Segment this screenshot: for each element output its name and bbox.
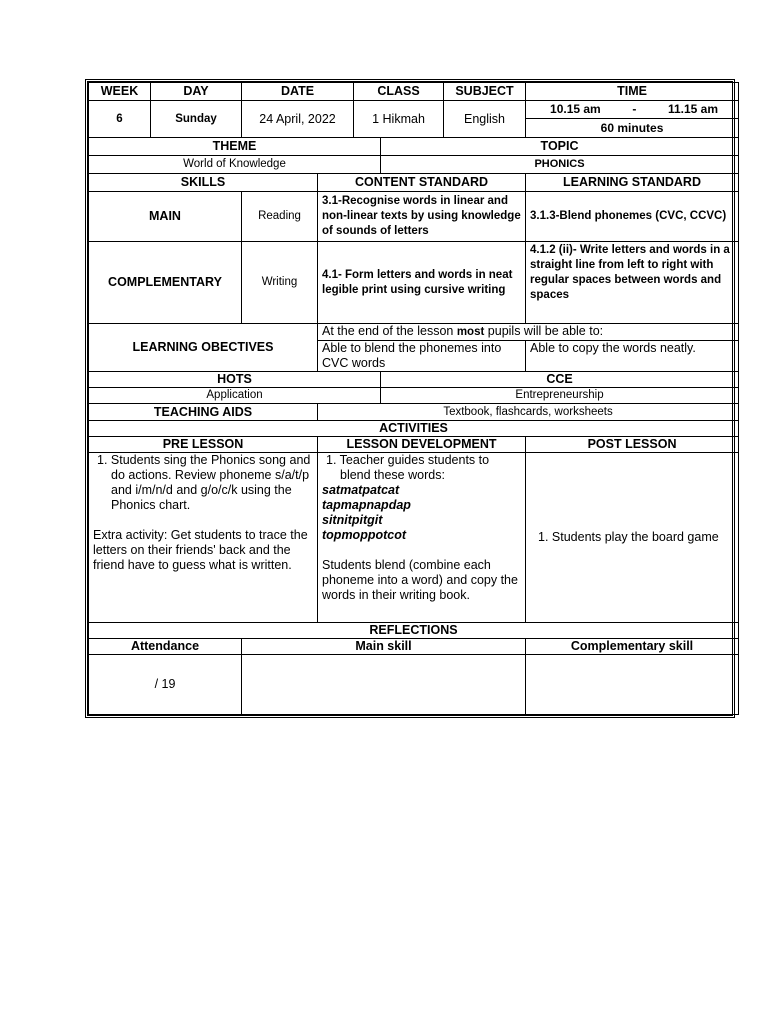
theme-label: THEME [89, 138, 381, 156]
class-value: 1 Hikmah [354, 101, 444, 138]
topic-value: PHONICS [381, 156, 739, 174]
blend-word: map [340, 498, 367, 512]
blend-word: mat [340, 483, 363, 497]
main-skill: Reading [242, 192, 318, 242]
objective-1: Able to blend the phonemes into CVC words [318, 341, 526, 372]
blend-word-row [322, 483, 521, 498]
main-learning-standard: 3.1.3-Blend phonemes (CVC, CCVC) [526, 192, 739, 242]
complementary-skill: Writing [242, 242, 318, 324]
teaching-aids-value: Textbook, flashcards, worksheets [318, 404, 739, 421]
hots-label: HOTS [89, 372, 381, 388]
activities-label: ACTIVITIES [89, 421, 739, 437]
blend-word: dap [388, 498, 411, 512]
pre-lesson-label: PRE LESSON [89, 437, 318, 453]
time-start: 10.15 am [550, 102, 601, 116]
blend-word-row [322, 513, 521, 528]
attendance-label: Attendance [89, 639, 242, 655]
cce-value: Entrepreneurship [381, 388, 739, 404]
theme-value: World of Knowledge [89, 156, 381, 174]
objectives-intro: At the end of the lesson most pupils will be able to: [318, 324, 739, 341]
blend-word: git [367, 513, 383, 527]
blend-word-row [322, 498, 521, 513]
blend-word: nap [366, 498, 389, 512]
week-label: WEEK [89, 83, 151, 101]
blend-word-row [322, 528, 521, 543]
lesson-development-item: 1. Teacher guides students to blend these words: [326, 453, 490, 482]
content-standard-label: CONTENT STANDARD [318, 174, 526, 192]
lesson-development-extra: Students blend (combine each phoneme into a word) and copy the words in their writing book. [322, 558, 518, 602]
time-end: 11.15 am [667, 102, 719, 116]
date-label: DATE [242, 83, 354, 101]
day-value: Sunday [151, 101, 242, 138]
duration: 60 minutes [600, 121, 664, 135]
lesson-plan-table [85, 79, 735, 718]
complementary-content-standard: 4.1- Form letters and words in neat legible print using cursive writing [318, 242, 526, 324]
blend-words [322, 483, 521, 543]
blend-word: sat [322, 483, 341, 497]
cce-label: CCE [381, 372, 739, 388]
lesson-development-content [318, 453, 526, 623]
blend-word: top [322, 528, 342, 542]
reflections-label: REFLECTIONS [89, 623, 739, 639]
learning-standard-label: LEARNING STANDARD [526, 174, 739, 192]
week-value: 6 [89, 101, 151, 138]
teaching-aids-label: TEACHING AIDS [89, 404, 318, 421]
main-content-standard: 3.1-Recognise words in linear and non-linear texts by using knowledge of sounds of letters [318, 192, 526, 242]
topic-label: TOPIC [381, 138, 739, 156]
class-label: CLASS [354, 83, 444, 101]
time-cell [526, 101, 739, 138]
time-dash: - [632, 102, 637, 116]
blend-word: tap [322, 498, 341, 512]
post-lesson-item: 1. Students play the board game [538, 530, 719, 544]
blend-word: cot [387, 528, 407, 542]
subject-value: English [444, 101, 526, 138]
complementary-learning-standard: 4.1.2 (ii)- Write letters and words in a straight line from left to right with regular spaces between words and spaces [526, 242, 739, 324]
date-value: 24 April, 2022 [242, 101, 354, 138]
subject-label: SUBJECT [444, 83, 526, 101]
blend-word: cat [381, 483, 400, 497]
objectives-label: LEARNING OBECTIVES [89, 324, 318, 372]
pre-lesson-item: 1. Students sing the Phonics song and do actions. Review phoneme s/a/t/p and i/m/n/d and g/o/c/k using the Phonics chart. [97, 453, 311, 512]
skills-label: SKILLS [89, 174, 318, 192]
blend-word: pit [351, 513, 368, 527]
complementary-skill-reflection [526, 655, 739, 715]
main-skill-label: Main skill [242, 639, 526, 655]
hots-value: Application [89, 388, 381, 404]
post-lesson-content [526, 453, 739, 623]
blend-word: pat [362, 483, 382, 497]
time-label: TIME [526, 83, 739, 101]
lesson-development-label: LESSON DEVELOPMENT [318, 437, 526, 453]
blend-word: sit [322, 513, 337, 527]
complementary-skill-label: Complementary skill [526, 639, 739, 655]
blend-word: nit [336, 513, 352, 527]
post-lesson-label: POST LESSON [526, 437, 739, 453]
attendance-value: / 19 [89, 655, 242, 715]
pre-lesson-content [89, 453, 318, 623]
main-skill-reflection [242, 655, 526, 715]
main-label: MAIN [89, 192, 242, 242]
blend-word: mop [341, 528, 368, 542]
pre-lesson-extra: Extra activity: Get students to trace the letters on their friends' back and the friend have to guess what is written. [93, 528, 308, 572]
blend-word: pot [367, 528, 388, 542]
complementary-label: COMPLEMENTARY [89, 242, 242, 324]
objective-2: Able to copy the words neatly. [526, 341, 739, 372]
day-label: DAY [151, 83, 242, 101]
